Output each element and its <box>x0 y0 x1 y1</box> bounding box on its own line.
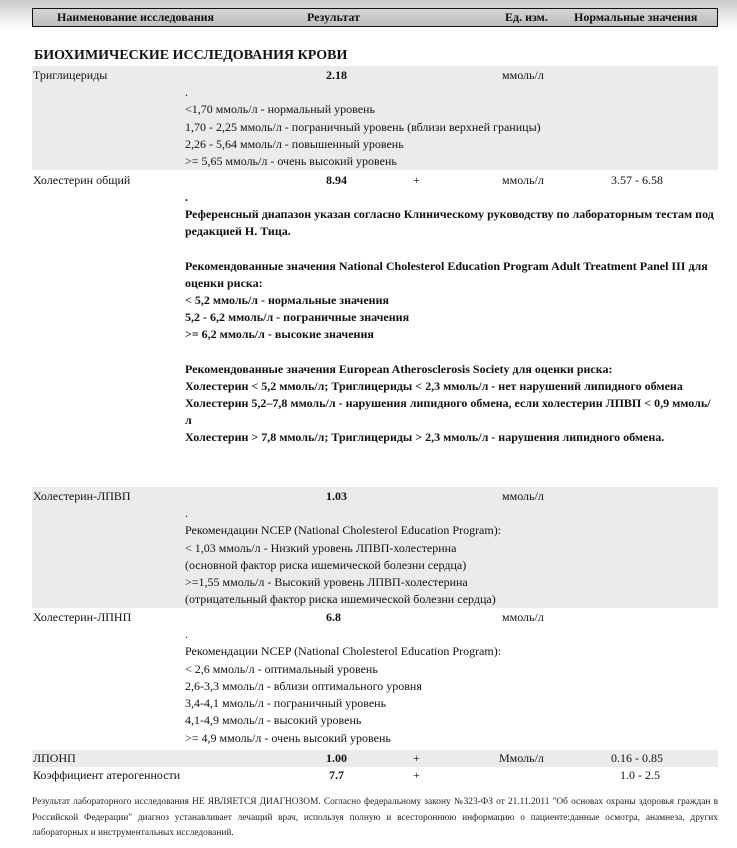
note-line: >= 6,2 ммоль/л - высокие значения <box>185 327 374 342</box>
result-row-vldl <box>32 750 718 767</box>
test-name: Триглицериды <box>33 68 108 82</box>
note-line: 2,26 - 5,64 ммоль/л - повышенный уровень <box>185 136 404 151</box>
note-line: . <box>185 506 188 520</box>
note-line: 5,2 - 6,2 ммоль/л - пограничные значения <box>185 310 410 325</box>
abnormal-flag: + <box>413 173 420 187</box>
note-line: (основной фактор риска ишемической болезни сердца) <box>185 557 467 572</box>
note-line <box>185 241 715 258</box>
note-line: 4,1-4,9 ммоль/л - высокий уровень <box>185 713 362 728</box>
disclaimer-footer: Результат лабораторного исследования НЕ ЯВЛЯЕТСЯ ДИАГНОЗОМ. Согласно федеральному закону №323-ФЗ от 21.11.2011 "Об основах охраны здоровья граждан в Российской Федерации" диагноз устанавливает лечащий врач, используя полную и всестороннюю информацию о пациенте:данные осмотра, анамнеза, других лабораторных и инструментальных исследований. <box>32 797 718 838</box>
test-notes <box>185 505 715 609</box>
test-normal-range: 1.0 - 2.5 <box>620 768 660 782</box>
abnormal-flag: + <box>413 768 420 782</box>
note-line: 2,6-3,3 ммоль/л - вблизи оптимального уровня <box>185 678 422 693</box>
header-unit: Ед. изм. <box>505 10 548 24</box>
note-line: Холестерин > 7,8 ммоль/л; Триглицериды > 2,3 ммоль/л - нарушения липидного обмена. <box>185 430 665 445</box>
test-unit: Ммоль/л <box>499 751 544 765</box>
test-value: 6.8 <box>326 610 341 624</box>
test-name: ЛПОНП <box>33 751 76 765</box>
note-line: . <box>185 627 188 641</box>
test-notes <box>185 84 715 170</box>
test-value: 1.03 <box>326 489 347 503</box>
note-line: Холестерин < 5,2 ммоль/л; Триглицериды < 2,3 ммоль/л - нет нарушений липидного обмена <box>185 378 683 393</box>
test-value: 1.00 <box>326 751 347 765</box>
note-line: . <box>185 85 188 99</box>
note-line: Референсный диапазон указан согласно Клиническому руководству по лабораторным тестам под редакцией Н. Тица. <box>185 207 714 239</box>
result-row-hdl <box>32 487 718 608</box>
note-line: Рекомендации NCEP (National Cholesterol Education Program): <box>185 523 502 538</box>
header-normal: Нормальные значения <box>574 10 698 24</box>
test-name: Холестерин общий <box>33 173 131 187</box>
note-line: < 5,2 ммоль/л - нормальные значения <box>185 293 389 308</box>
abnormal-flag: + <box>413 751 420 765</box>
result-row-ldl <box>32 608 718 749</box>
note-line: <1,70 ммоль/л - нормальный уровень <box>185 102 375 117</box>
test-value: 2.18 <box>326 68 347 82</box>
note-line: (отрицательный фактор риска ишемической болезни сердца) <box>185 592 496 607</box>
test-notes <box>185 626 715 747</box>
note-line: >=1,55 ммоль/л - Высокий уровень ЛПВП-холестерина <box>185 575 468 590</box>
section-title: БИОХИМИЧЕСКИЕ ИССЛЕДОВАНИЯ КРОВИ <box>34 48 348 63</box>
test-name: Коэффициент атерогенности <box>33 768 181 782</box>
note-line: < 1,03 ммоль/л - Низкий уровень ЛПВП-холестерина <box>185 540 457 555</box>
test-unit: ммоль/л <box>502 489 544 503</box>
result-row-atherogenic-index <box>32 767 718 784</box>
test-normal-range: 0.16 - 0.85 <box>611 751 663 765</box>
result-row-cholesterol-total <box>32 171 718 487</box>
note-line: . <box>185 190 188 204</box>
test-unit: ммоль/л <box>502 610 544 624</box>
header-result: Результат <box>307 10 361 24</box>
note-line: < 2,6 ммоль/л - оптимальный уровень <box>185 661 378 676</box>
test-name: Холестерин-ЛПВП <box>33 489 131 503</box>
note-line: Рекомендации NCEP (National Cholesterol Education Program): <box>185 644 502 659</box>
note-line: Холестерин 5,2–7,8 ммоль/л - нарушения липидного обмена, если холестерин ЛПВП < 0,9 ммоль/л <box>185 396 711 428</box>
header-name: Наименование исследования <box>57 10 215 24</box>
note-line: Рекомендованные значения National Cholesterol Education Program Adult Treatment Panel III для оценки риска: <box>185 258 708 290</box>
note-line: 1,70 - 2,25 ммоль/л - пограничный уровень (вблизи верхней границы) <box>185 119 541 134</box>
test-name: Холестерин-ЛПНП <box>33 610 132 624</box>
result-row-triglycerides <box>32 66 718 170</box>
test-normal-range: 3.57 - 6.58 <box>611 173 663 187</box>
test-value: 7.7 <box>329 768 344 782</box>
note-line: 3,4-4,1 ммоль/л - пограничный уровень <box>185 696 387 711</box>
note-line <box>185 344 715 361</box>
note-line: Рекомендованные значения European Atherosclerosis Society для оценки риска: <box>185 361 613 376</box>
test-value: 8.94 <box>326 173 347 187</box>
note-line: >= 5,65 ммоль/л - очень высокий уровень <box>185 154 397 169</box>
note-line: >= 4,9 ммоль/л - очень высокий уровень <box>185 730 391 745</box>
test-unit: ммоль/л <box>502 173 544 187</box>
test-notes <box>185 189 715 447</box>
test-unit: ммоль/л <box>502 68 544 82</box>
table-header <box>32 8 718 27</box>
